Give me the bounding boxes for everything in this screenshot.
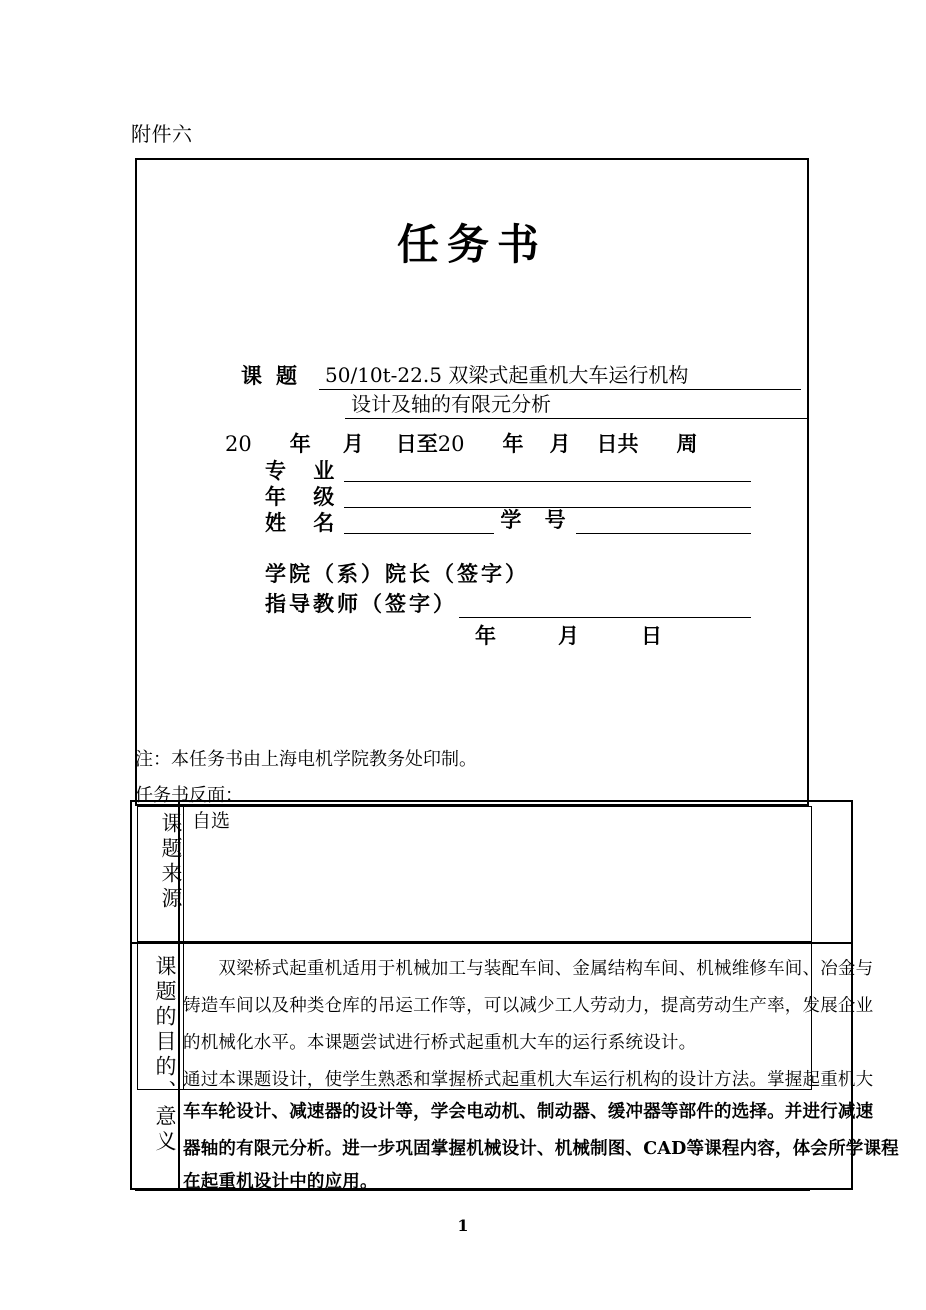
date-year-label-1: 年: [289, 431, 311, 456]
date-week-label: 周: [676, 431, 698, 456]
date-total-label: 共: [617, 431, 639, 456]
note-printed-by: 注：本任务书由上海电机学院教务处印制。: [135, 749, 477, 770]
signature-date-day: 日: [641, 623, 662, 648]
signature-date-year: 年: [475, 623, 496, 648]
field-input-name[interactable]: [344, 513, 494, 534]
field-row-major: [265, 456, 751, 482]
page-number: 1: [457, 1216, 469, 1235]
subject-value-line2: 设计及轴的有限元分析: [345, 390, 809, 419]
signature-row-advisor: [265, 588, 751, 618]
signature-block: [265, 558, 751, 650]
table-row-label-source: 课题来源: [159, 812, 183, 912]
date-month-label-2: 月: [549, 431, 571, 456]
signature-date-line: [265, 620, 751, 650]
signature-input-advisor[interactable]: [459, 596, 751, 618]
table-cell-purpose-line-2: 铸造车间以及种类仓库的吊运工作等，可以减少工人劳动力，提高劳动生产率，发展企业: [183, 996, 874, 1016]
date-line: [225, 428, 825, 458]
table-cell-purpose-line-5: 车车轮设计、减速器的设计等，学会电动机、制动器、缓冲器等部件的选择。并进行减速: [183, 1102, 874, 1122]
table-cell-purpose-line-6: 器轴的有限元分析。进一步巩固掌握机械设计、机械制图、CAD等课程内容，体会所学课程: [183, 1139, 899, 1159]
table-cell-source-value: 自选: [192, 810, 231, 832]
date-day-label-1: 日: [395, 431, 417, 456]
table-row-label-purpose: 课题的目的、意义: [153, 955, 177, 1155]
date-year-label-2: 年: [502, 431, 524, 456]
page-title: 任务书: [396, 220, 547, 269]
subject-value-line1: 50/10t-22.5 双梁式起重机大车运行机构: [319, 363, 801, 390]
date-month-label-1: 月: [342, 431, 364, 456]
subject-block: [241, 360, 801, 419]
field-input-student-id[interactable]: [576, 513, 751, 534]
signature-label-dean: 学院（系）院长（签字）: [265, 561, 529, 586]
field-label-grade: 年 级: [265, 483, 345, 509]
date-day-label-2: 日: [596, 431, 618, 456]
field-row-name: [265, 508, 751, 534]
task-form-box: [135, 158, 809, 806]
date-year-prefix-1: 20: [225, 432, 252, 456]
subject-row: [241, 360, 801, 390]
table-row-divider-outer: [132, 942, 851, 944]
field-label-name: 姓 名: [265, 509, 345, 535]
table-cell-purpose-line-4: 通过本课题设计，使学生熟悉和掌握桥式起重机大车运行机构的设计方法。掌握起重机大: [183, 1070, 874, 1090]
attachment-label: 附件六: [131, 122, 193, 146]
table-cell-purpose-line-1: 双梁桥式起重机适用于机械加工与装配车间、金属结构车间、机械维修车间、冶金与: [183, 959, 874, 979]
date-year-prefix-2: 20: [437, 432, 465, 456]
student-fields: [265, 456, 751, 534]
field-input-major[interactable]: [344, 461, 751, 482]
table-cell-purpose-line-7: 在起重机设计中的应用。: [183, 1172, 378, 1192]
field-label-student-id: 学 号: [500, 507, 574, 532]
subject-label: 课题: [241, 363, 311, 388]
field-label-major: 专 业: [265, 457, 345, 483]
note-reverse-side: 任务书反面：: [135, 785, 243, 806]
date-to-label: 至: [416, 431, 438, 456]
signature-row-dean: [265, 558, 751, 588]
signature-label-advisor: 指导教师（签字）: [265, 591, 457, 616]
footer-divider: [135, 1190, 810, 1191]
table-cell-purpose-line-3: 的机械化水平。本课题尝试进行桥式起重机大车的运行系统设计。: [183, 1033, 697, 1053]
signature-date-month: 月: [558, 623, 579, 648]
